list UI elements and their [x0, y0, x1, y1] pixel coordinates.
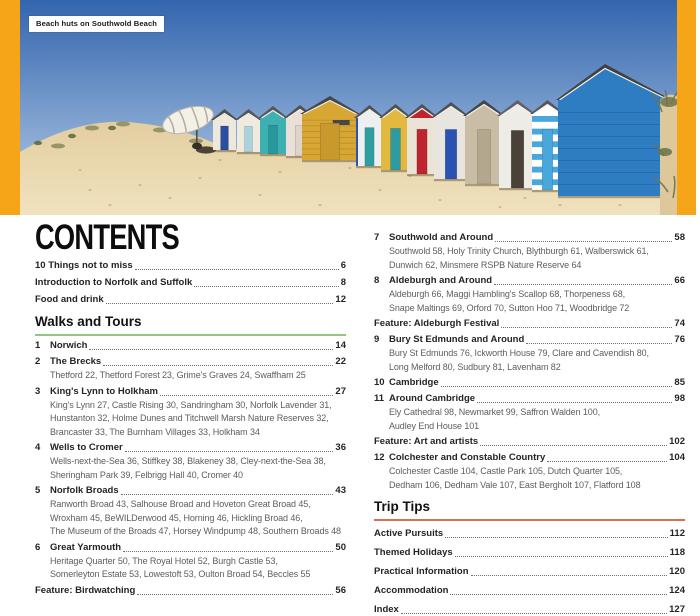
chapter-entry — [374, 232, 685, 244]
toc-entry-title: Introduction to Norfolk and Suffolk — [35, 277, 193, 288]
toc-subentry: The Museum of the Broads 47, Horsey Windpump 48, Southern Broads 48 — [50, 526, 341, 536]
chapter-entry — [35, 542, 346, 554]
chapter-entry — [374, 334, 685, 346]
trip-tip-entry — [374, 528, 685, 540]
toc-entry-title: Cambridge — [389, 377, 439, 388]
contents-section — [0, 215, 700, 615]
leader-dots — [123, 551, 333, 552]
toc-entry-page: 112 — [669, 528, 685, 539]
toc-entry-page: 74 — [674, 318, 685, 329]
toc-entry-title: Aldeburgh and Around — [389, 275, 493, 286]
toc-entry-title: Food and drink — [35, 294, 104, 305]
leader-dots — [106, 303, 334, 304]
toc-entry-page: 120 — [669, 566, 685, 577]
toc-subentry: Hunstanton 32, Holme Dunes and Titchwell Marsh Nature Reserves 32, — [50, 413, 329, 423]
leader-dots — [494, 284, 672, 285]
toc-entry-title: Colchester and Constable Country — [389, 452, 546, 463]
leader-dots — [445, 537, 668, 538]
leader-dots — [455, 556, 668, 557]
walks-tours-list-right — [374, 232, 685, 491]
front-matter-list — [35, 260, 346, 306]
toc-entry-title: Around Cambridge — [389, 393, 476, 404]
photo-caption: Beach huts on Southwold Beach — [29, 16, 164, 32]
toc-entry-number: 7 — [374, 232, 380, 243]
toc-entry-page: 27 — [335, 385, 346, 397]
chapter-entry — [35, 340, 346, 352]
toc-entry-page: 50 — [335, 541, 346, 553]
leader-dots — [441, 386, 673, 387]
toc-entry-number: 10 — [374, 377, 385, 388]
toc-subentry: Ely Cathedral 98, Newmarket 99, Saffron Walden 100, — [389, 407, 601, 417]
toc-entry-title: Index — [374, 604, 399, 615]
toc-entry-page: 22 — [335, 356, 346, 367]
section-header-trip-tips: Trip Tips — [374, 499, 685, 521]
toc-entry-title: King's Lynn to Holkham — [50, 385, 158, 397]
beach-hut-red-gable-hut — [405, 104, 439, 176]
leader-dots — [135, 269, 339, 270]
chapter-entry — [374, 275, 685, 287]
toc-subentry: Snape Maltings 69, Orford 70, Sutton Hoo 71, Woodbridge 72 — [389, 302, 630, 313]
toc-entry-title: Feature: Art and artists — [374, 436, 479, 447]
toc-subentry: Sheringham Park 39, Felbrigg Hall 40, Cromer 40 — [50, 469, 243, 480]
toc-entry-title: Southwold and Around — [389, 232, 494, 243]
toc-entry-number: 2 — [35, 356, 41, 367]
toc-entry-title: Feature: Aldeburgh Festival — [374, 318, 500, 329]
toc-subentry: Dedham 106, Dedham Vale 107, East Bergholt 107, Flatford 108 — [389, 479, 641, 490]
leader-dots — [103, 365, 333, 366]
toc-entry-number: 5 — [35, 485, 41, 496]
chapter-entry — [374, 393, 685, 405]
leader-dots — [125, 451, 334, 452]
leader-dots — [480, 445, 667, 446]
toc-subentry: King's Lynn 27, Castle Rising 30, Sandringham 30, Norfolk Lavender 31, — [50, 399, 332, 410]
toc-entry-title: The Brecks — [50, 356, 102, 367]
toc-subentry: Wroxham 45, BeWILDerwood 45, Horning 46, Hickling Broad 46, — [50, 512, 303, 523]
toc-subentry: Bury St Edmunds 76, Ickworth House 79, Clare and Cavendish 80, — [389, 348, 649, 358]
toc-entry-page: 43 — [335, 485, 346, 496]
trip-tips-list — [374, 528, 685, 616]
toc-entry-title: Norwich — [50, 340, 88, 351]
leader-dots — [137, 594, 333, 595]
toc-entry-page: 58 — [674, 232, 685, 243]
chapter-entry — [35, 485, 346, 497]
toc-entry-page: 118 — [669, 547, 685, 558]
leader-dots — [89, 349, 333, 350]
toc-subentry: Somerleyton Estate 53, Lowestoft 53, Oulton Broad 54, Beccles 55 — [50, 569, 311, 579]
toc-entry-page: 12 — [335, 294, 346, 305]
toc-entry-number: 8 — [374, 275, 380, 286]
leader-dots — [495, 241, 672, 242]
toc-entry-title: Feature: Birdwatching — [35, 584, 136, 596]
leader-dots — [477, 402, 672, 403]
toc-entry-title: Great Yarmouth — [50, 541, 122, 553]
toc-entry-number: 6 — [35, 541, 41, 553]
toc-entry-title: Accommodation — [374, 585, 449, 596]
section-header-walks-and-tours: Walks and Tours — [35, 314, 346, 336]
toc-subentry: Southwold 58, Holy Trinity Church, Blythburgh 61, Walberswick 61, — [389, 246, 649, 256]
toc-entry-page: 76 — [674, 334, 685, 345]
toc-entry-page: 102 — [669, 436, 685, 447]
toc-entry-page: 36 — [335, 442, 346, 453]
chapter-entry — [35, 356, 346, 368]
toc-entry-number: 9 — [374, 334, 380, 345]
toc-entry-page: 85 — [674, 377, 685, 388]
trip-tip-entry — [374, 566, 685, 578]
trip-tip-entry — [374, 604, 685, 616]
contents-right-column — [374, 228, 685, 616]
beach-photo-illustration — [20, 0, 677, 215]
trip-tip-entry — [374, 547, 685, 559]
feature-entry — [374, 436, 685, 448]
leader-dots — [526, 343, 672, 344]
contents-left-column — [35, 260, 346, 597]
toc-subentry: Thetford 22, Thetford Forest 23, Grime's Graves 24, Swaffham 25 — [50, 370, 306, 380]
toc-subentry: Heritage Quarter 50, The Royal Hotel 52, Burgh Castle 53, — [50, 555, 278, 566]
toc-entry-title: Bury St Edmunds and Around — [389, 334, 525, 345]
toc-entry-number: 11 — [374, 393, 385, 404]
chapter-entry — [374, 377, 685, 389]
toc-entry-title: Practical Information — [374, 566, 469, 577]
toc-entry-page: 124 — [669, 585, 685, 596]
leader-dots — [450, 594, 667, 595]
toc-entry-page: 56 — [335, 584, 346, 596]
leader-dots — [471, 575, 668, 576]
beach-hut-white-blue-door-2 — [432, 102, 470, 181]
chapter-entry — [35, 442, 346, 454]
toc-entry-page: 66 — [674, 275, 685, 286]
toc-entry-title: Wells to Cromer — [50, 442, 123, 453]
toc-entry-page: 14 — [335, 340, 346, 351]
header-photo-band — [0, 0, 700, 215]
page-title: CONTENTS — [35, 218, 179, 257]
left-accent-bar — [0, 0, 20, 215]
toc-entry-title: Norfolk Broads — [50, 485, 119, 496]
trip-tip-entry — [374, 585, 685, 597]
toc-entry-number: 3 — [35, 385, 41, 397]
chapter-entry — [35, 386, 346, 398]
beach-hut-white-teal-door — [354, 105, 385, 168]
toc-entry-page: 127 — [669, 604, 685, 615]
beach-photo — [20, 0, 677, 215]
front-matter-entry — [35, 260, 346, 272]
toc-subentry: Wells-next-the-Sea 36, Stiffkey 38, Blakeney 38, Cley-next-the-Sea 38, — [50, 456, 326, 466]
leader-dots — [501, 327, 672, 328]
toc-entry-title: Themed Holidays — [374, 547, 453, 558]
toc-subentry: Aldeburgh 66, Maggi Hambling's Scallop 68, Thorpeness 68, — [389, 289, 625, 299]
toc-subentry: Dunwich 62, Minsmere RSPB Nature Reserve 64 — [389, 259, 582, 270]
toc-subentry: Audley End House 101 — [389, 420, 480, 431]
toc-entry-page: 98 — [674, 393, 685, 404]
beach-hut-beige-hut — [463, 100, 505, 186]
toc-entry-page: 6 — [340, 260, 346, 271]
leader-dots — [547, 461, 667, 462]
toc-entry-number: 4 — [35, 442, 41, 453]
toc-entry-title: Active Pursuits — [374, 528, 444, 539]
toc-entry-page: 104 — [669, 452, 685, 463]
toc-entry-number: 1 — [35, 340, 41, 351]
chapter-entry — [374, 452, 685, 464]
front-matter-entry — [35, 294, 346, 306]
toc-subentry: Colchester Castle 104, Castle Park 105, Dutch Quarter 105, — [389, 466, 623, 476]
toc-subentry: Brancaster 33, The Burnham Villages 33, Holkham 34 — [50, 426, 260, 437]
right-accent-bar — [677, 0, 696, 215]
leader-dots — [401, 613, 667, 614]
toc-subentry: Long Melford 80, Sudbury 81, Lavenham 82 — [389, 361, 561, 372]
leader-dots — [121, 494, 334, 495]
toc-entry-title: 10 Things not to miss — [35, 260, 133, 271]
leader-dots — [160, 395, 333, 396]
walks-tours-list-left — [35, 340, 346, 597]
feature-entry — [374, 318, 685, 330]
front-matter-entry — [35, 277, 346, 289]
toc-entry-page: 8 — [340, 277, 346, 288]
leader-dots — [194, 286, 338, 287]
toc-subentry: Ranworth Broad 43, Salhouse Broad and Hoveton Great Broad 45, — [50, 499, 311, 509]
feature-entry — [35, 585, 346, 597]
toc-entry-number: 12 — [374, 452, 385, 463]
